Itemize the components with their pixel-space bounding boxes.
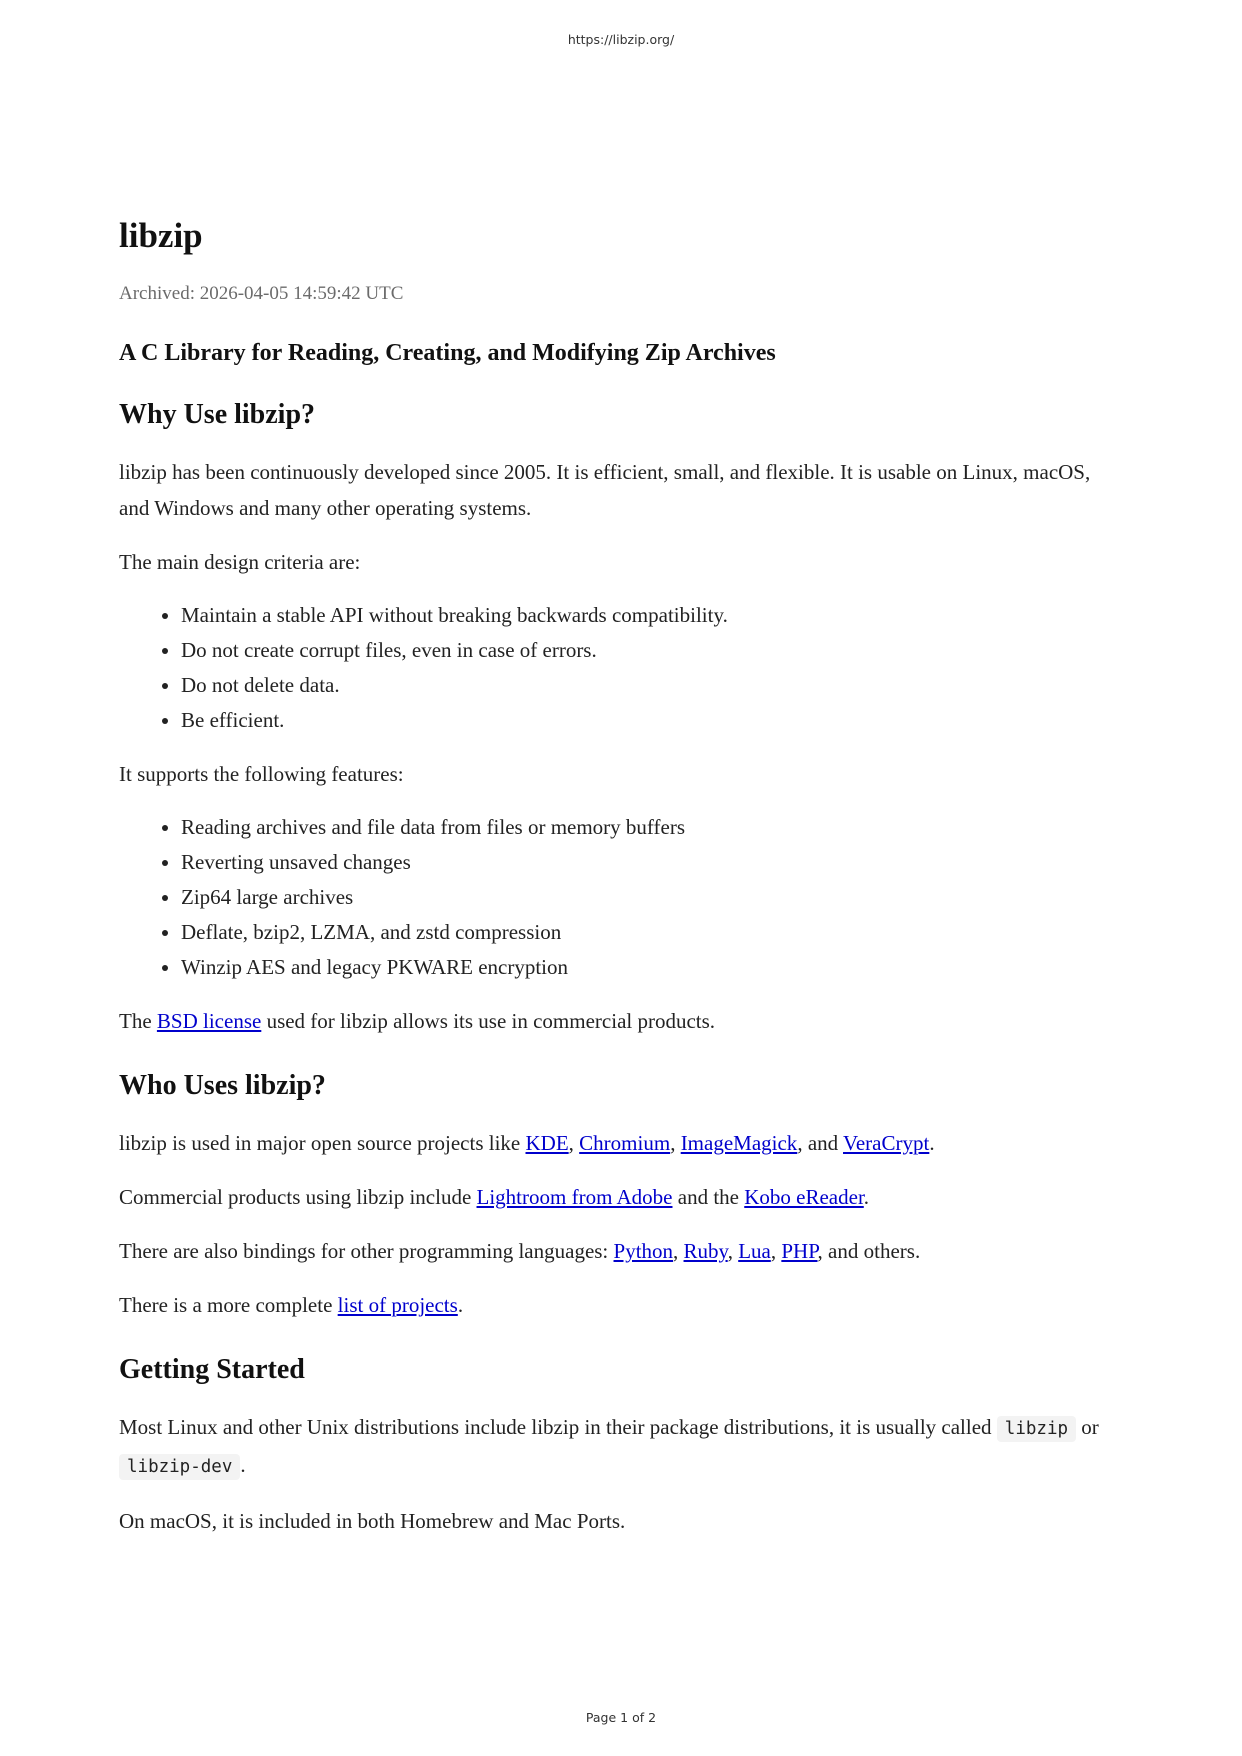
page-number-footer: Page 1 of 2 bbox=[585, 1710, 657, 1725]
veracrypt-link[interactable]: VeraCrypt bbox=[843, 1131, 930, 1155]
macos-paragraph: On macOS, it is included in both Homebrew and Mac Ports. bbox=[119, 1509, 626, 1533]
criteria-intro: The main design criteria are: bbox=[119, 550, 361, 574]
features-intro: It supports the following features: bbox=[119, 762, 404, 786]
heading-why-use: Why Use libzip? bbox=[119, 399, 316, 430]
list-item: • Do not create corrupt files, even in case of errors. bbox=[181, 633, 1124, 668]
list-item: • Winzip AES and legacy PKWARE encryption bbox=[181, 950, 1124, 985]
list-of-projects-paragraph: There is a more complete list of projects. bbox=[119, 1293, 464, 1317]
document-content bbox=[119, 212, 1124, 1539]
lightroom-link[interactable]: Lightroom from Adobe bbox=[476, 1185, 673, 1209]
list-item: • Do not delete data. bbox=[181, 668, 1124, 703]
ruby-link[interactable]: Ruby bbox=[683, 1239, 728, 1263]
page-url-header: https://libzip.org/ bbox=[567, 32, 675, 47]
list-item: • Maintain a stable API without breaking backwards compatibility. bbox=[181, 598, 1124, 633]
list-of-projects-link[interactable]: list of projects bbox=[337, 1293, 458, 1317]
subtitle: A C Library for Reading, Creating, and Modifying Zip Archives bbox=[119, 340, 776, 366]
license-paragraph: The BSD license used for libzip allows its use in commercial products. bbox=[119, 1009, 716, 1033]
criteria-list bbox=[119, 598, 1124, 738]
php-link[interactable]: PHP bbox=[781, 1239, 818, 1263]
list-item: • Reverting unsaved changes bbox=[181, 845, 1124, 880]
imagemagick-link[interactable]: ImageMagick bbox=[680, 1131, 798, 1155]
heading-getting-started: Getting Started bbox=[119, 1354, 305, 1385]
list-item: • Be efficient. bbox=[181, 703, 1124, 738]
page-title: libzip bbox=[119, 216, 203, 255]
python-link[interactable]: Python bbox=[613, 1239, 674, 1263]
features-list bbox=[119, 810, 1124, 985]
list-item: • Deflate, bzip2, LZMA, and zstd compression bbox=[181, 915, 1124, 950]
heading-who-uses: Who Uses libzip? bbox=[119, 1070, 326, 1101]
archived-timestamp: Archived: 2026-04-05 14:59:42 UTC bbox=[119, 283, 404, 304]
kde-link[interactable]: KDE bbox=[525, 1131, 569, 1155]
list-item: • Reading archives and file data from files or memory buffers bbox=[181, 810, 1124, 845]
bsd-license-link[interactable]: BSD license bbox=[156, 1009, 262, 1033]
code-libzip-dev: libzip-dev bbox=[119, 1454, 240, 1480]
list-item: • Zip64 large archives bbox=[181, 880, 1124, 915]
commercial-paragraph: Commercial products using libzip include Lightroom from Adobe and the Kobo eReader. bbox=[119, 1185, 870, 1209]
projects-paragraph: libzip is used in major open source projects like KDE, Chromium, ImageMagick, and VeraCrypt. bbox=[119, 1131, 935, 1155]
code-libzip: libzip bbox=[997, 1416, 1076, 1442]
bindings-paragraph: There are also bindings for other programming languages: Python, Ruby, Lua, PHP, and others. bbox=[119, 1239, 921, 1263]
why-intro-paragraph: libzip has been continuously developed since 2005. It is efficient, small, and flexible. It is usable on Linux, macOS, and Windows and many other operating systems. bbox=[119, 460, 1091, 520]
kobo-ereader-link[interactable]: Kobo eReader bbox=[744, 1185, 864, 1209]
linux-paragraph: Most Linux and other Unix distributions include libzip in their package distributions, it is usually called libzip or libzip-dev . bbox=[119, 1409, 1124, 1485]
lua-link[interactable]: Lua bbox=[738, 1239, 771, 1263]
chromium-link[interactable]: Chromium bbox=[579, 1131, 671, 1155]
